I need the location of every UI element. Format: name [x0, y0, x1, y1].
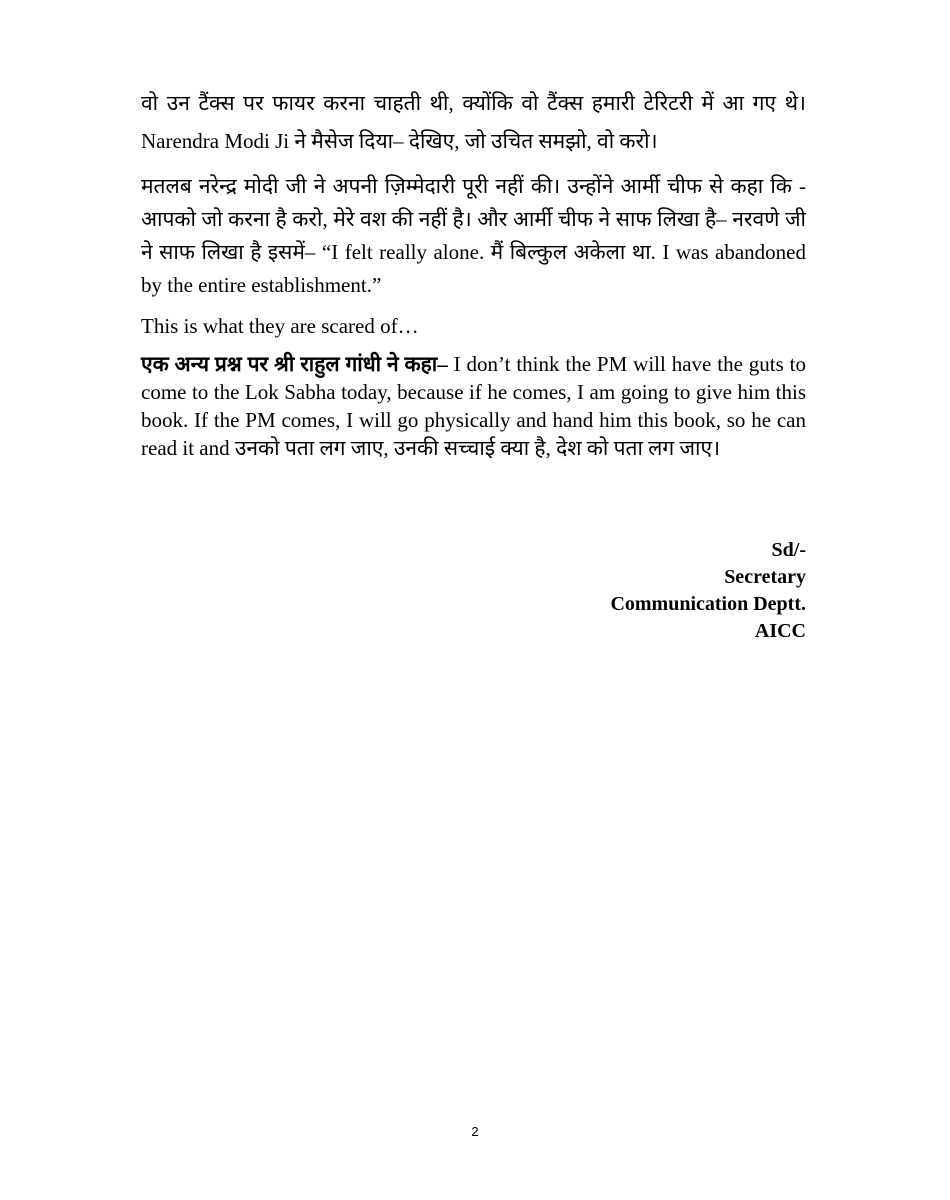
statement-body-text: I don’t think the PM will have the guts to come to the Lok Sabha today, because if he comes, I am going to give him this book. If the PM comes, I will go physically and hand him this book, so he can read it and उनको पता लग जाए, उनकी सच्चाई क्या है, देश को पता लग जाए। — [141, 352, 806, 460]
paragraph-army-chief: मतलब नरेन्द्र मोदी जी ने अपनी ज़िम्मेदारी पूरी नहीं की। उन्होंने आर्मी चीफ से कहा कि - आपको जो करना है करो, मेरे वश की नहीं है। और आर्मी चीफ ने साफ लिखा है– नरवणे जी ने साफ लिखा है इसमें– “I felt really alone. मैं बिल्कुल अकेला था. I was abandoned by the entire establishment.” — [141, 174, 806, 297]
paragraph-scared-of: This is what they are scared of… — [141, 314, 419, 338]
statement-lead-text: एक अन्य प्रश्न पर श्री राहुल गांधी ने कहा– — [141, 352, 448, 376]
signature-organization: AICC — [754, 620, 806, 642]
paragraph-rahul-gandhi-statement — [141, 350, 806, 462]
signature-block — [610, 537, 806, 645]
signature-title: Secretary — [724, 566, 806, 588]
page-number: 2 — [471, 1124, 479, 1139]
document-body — [141, 84, 806, 472]
paragraph-tank-firing: वो उन टैंक्स पर फायर करना चाहती थी, क्योंकि वो टैंक्स हमारी टेरिटरी में आ गए थे। Narendra Modi Ji ने मैसेज दिया– देखिए, जो उचित समझो, वो करो। — [141, 91, 806, 153]
signature-department: Communication Deptt. — [610, 593, 806, 615]
signature-sd: Sd/- — [771, 539, 806, 561]
